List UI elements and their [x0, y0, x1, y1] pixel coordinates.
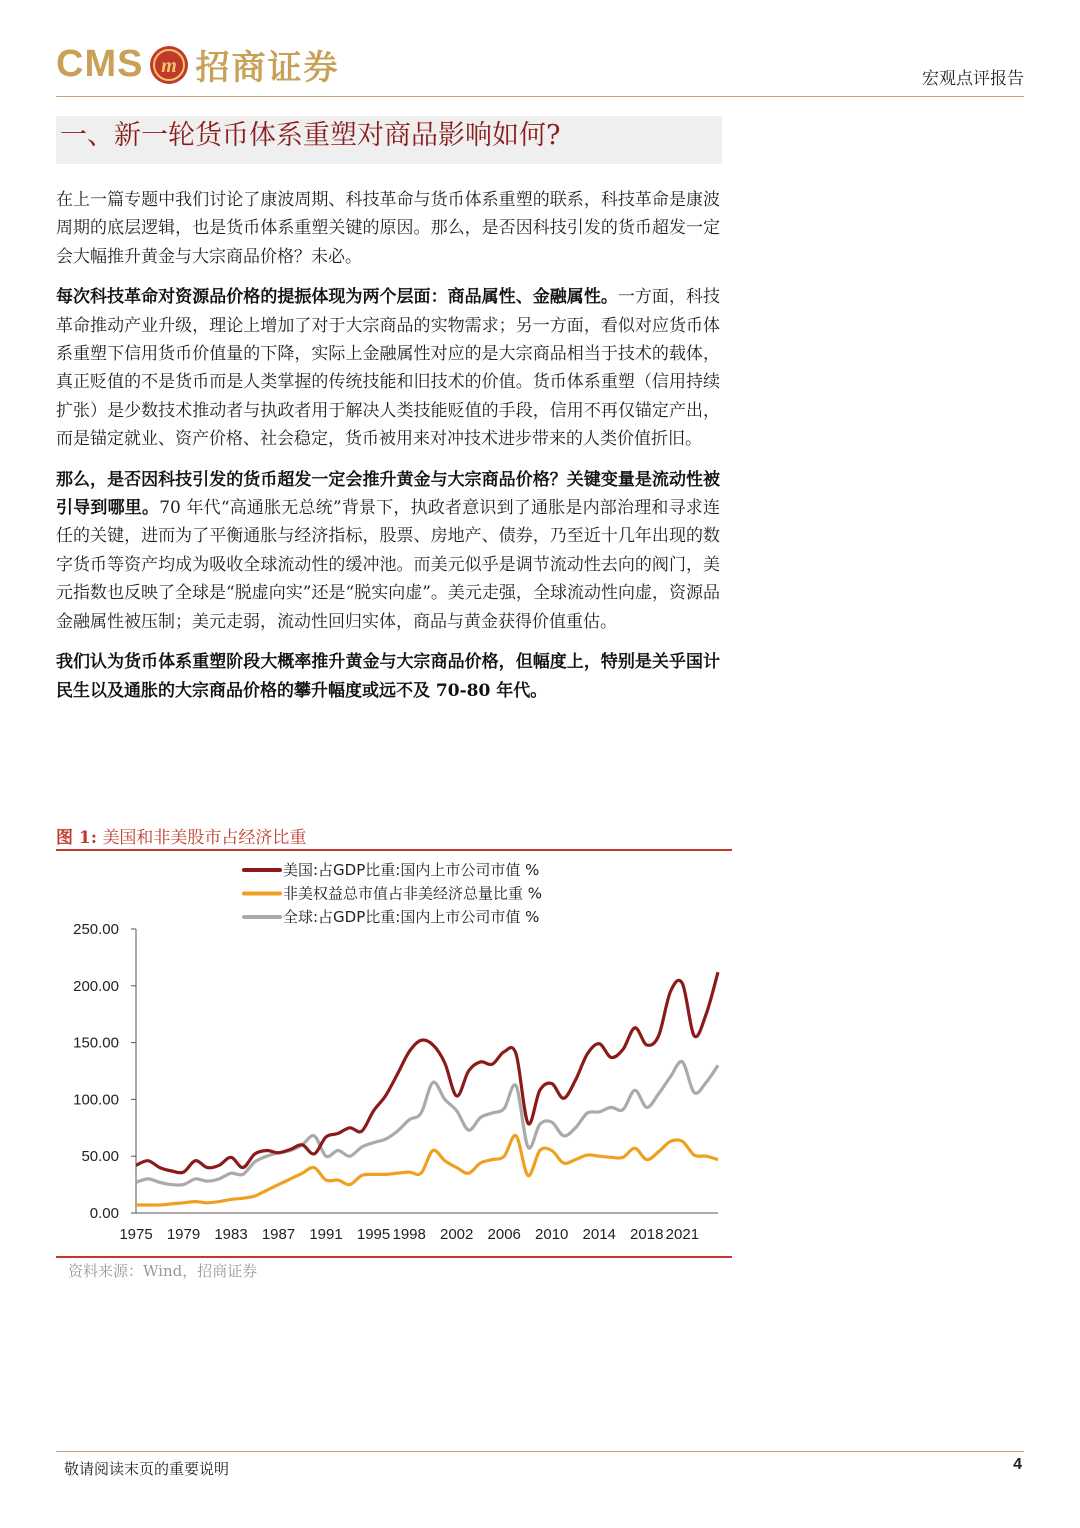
- footer-disclaimer: 敬请阅读末页的重要说明: [64, 1460, 230, 1478]
- y-tick-label: 50.00: [81, 1148, 119, 1166]
- series-line: [136, 1062, 718, 1186]
- x-tick-label: 2010: [535, 1226, 569, 1243]
- paragraph: 在上一篇专题中我们讨论了康波周期、科技革命与货币体系重塑的联系，科技革命是康波周期的底层逻辑，也是货币体系重塑关键的原因。那么，是否因科技引发的货币超发一定会大幅推升黄金与大宗商品价格？未必。: [56, 190, 720, 267]
- x-tick-label: 2021: [665, 1226, 700, 1243]
- header-divider: [56, 96, 1024, 97]
- line-chart: [56, 852, 732, 1256]
- figure-caption: 美国和非美股市占经济比重: [102, 828, 307, 848]
- x-tick-label: 2002: [440, 1226, 474, 1243]
- logo-cms-text: CMS: [56, 43, 144, 85]
- section-heading: 一、新一轮货币体系重塑对商品影响如何?: [56, 116, 722, 164]
- footer-divider: [56, 1451, 1024, 1452]
- chart-axes: [73, 921, 718, 1243]
- y-tick-label: 200.00: [73, 977, 119, 995]
- y-tick-label: 250.00: [73, 921, 119, 938]
- x-tick-label: 1987: [261, 1226, 296, 1243]
- figure-label: 图 1:: [56, 828, 98, 848]
- y-tick-label: 150.00: [73, 1034, 119, 1052]
- logo-cn-text: 招商证券: [195, 48, 340, 88]
- page-number: 4: [1013, 1456, 1022, 1473]
- chart-series: [136, 972, 718, 1205]
- figure-title: [56, 823, 306, 848]
- legend-label: 美国:占GDP比重:国内上市公司市值 %: [283, 861, 540, 879]
- x-tick-label: 2006: [487, 1226, 521, 1243]
- chart-legend: [244, 861, 542, 926]
- y-tick-label: 0.00: [89, 1205, 119, 1222]
- series-line: [136, 1135, 718, 1205]
- report-type: 宏观点评报告: [922, 69, 1024, 89]
- x-tick-label: 2014: [582, 1226, 616, 1243]
- x-tick-label: 1983: [214, 1226, 248, 1243]
- x-tick-label: 1995: [356, 1226, 391, 1243]
- logo: [56, 40, 339, 89]
- series-line: [136, 972, 718, 1173]
- cms-logo-icon: [149, 45, 189, 85]
- y-tick-label: 100.00: [73, 1091, 119, 1109]
- legend-label: 全球:占GDP比重:国内上市公司市值 %: [283, 908, 540, 926]
- logo-mark-letter: m: [161, 54, 178, 77]
- x-tick-label: 2018: [630, 1226, 664, 1243]
- x-tick-label: 1998: [392, 1226, 426, 1243]
- x-tick-label: 1975: [119, 1226, 153, 1243]
- body-text: [56, 186, 720, 717]
- figure-top-rule: [56, 849, 732, 851]
- figure-bottom-rule: [56, 1256, 732, 1258]
- legend-label: 非美权益总市值占非美经济总量比重 %: [283, 884, 543, 903]
- source-note: 资料来源：Wind，招商证券: [68, 1262, 258, 1280]
- paragraph: 那么，是否因科技引发的货币超发一定会推升黄金与大宗商品价格？关键变量是流动性被引导到哪里。70 年代“高通胀无总统”背景下，执政者意识到了通胀是内部治理和寻求连任的关键，进而为了平衡通胀与经济指标，股票、房地产、债券，乃至近十几年出现的数字货币等资产均成为吸收全球流动性的缓冲池。而美元似乎是调节流动性去向的阀门，美元指数也反映了全球是“脱虚向实”还是“脱实向虚”。美元走强，全球流动性向虚，资源品金融属性被压制；美元走弱，流动性回归实体，商品与黄金获得价值重估。: [56, 469, 721, 632]
- x-tick-label: 1991: [309, 1226, 343, 1243]
- paragraph: 我们认为货币体系重塑阶段大概率推升黄金与大宗商品价格，但幅度上，特别是关乎国计民生以及通胀的大宗商品价格的攀升幅度或远不及 70-80 年代。: [56, 652, 720, 701]
- x-tick-label: 1979: [166, 1226, 201, 1243]
- paragraph: 每次科技革命对资源品价格的提振体现为两个层面：商品属性、金融属性。一方面，科技革命推动产业升级，理论上增加了对于大宗商品的实物需求；另一方面，看似对应货币体系重塑下信用货币价值量的下降，实际上金融属性对应的是大宗商品相当于技术的载体，真正贬值的不是货币而是人类掌握的传统技能和旧技术的价值。货币体系重塑（信用持续扩张）是少数技术推动者与执政者用于解决人类技能贬值的手段，信用不再仅锚定产出，而是锚定就业、资产价格、社会稳定，货币被用来对冲技术进步带来的人类价值折旧。: [56, 287, 721, 450]
